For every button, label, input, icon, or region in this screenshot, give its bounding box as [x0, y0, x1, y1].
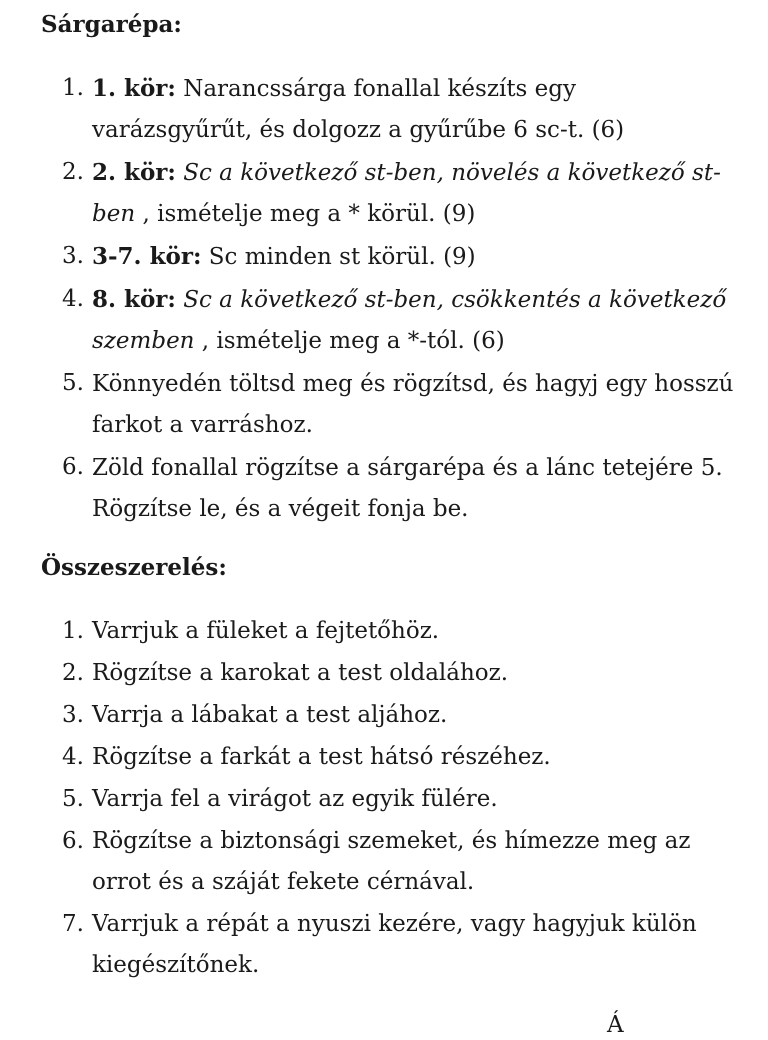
list-number: 7. — [62, 911, 84, 937]
list-item — [0, 904, 768, 986]
instruction-text: Varrjuk a füleket a fejtetőhöz. — [92, 618, 440, 644]
list-item — [0, 279, 768, 362]
instruction-text: , ismételje meg a * körül. (9) — [135, 201, 476, 227]
list-number: 2. — [62, 660, 84, 686]
list-number: 6. — [62, 828, 84, 854]
round-label: 8. kör: — [92, 286, 176, 313]
list-number: 2. — [62, 159, 84, 185]
round-label: 1. kör: — [92, 75, 176, 102]
instruction-text: Narancssárga fonallal készíts egy varázsgyűrűt, és dolgozz a gyűrűbe 6 sc-t. (6) — [92, 76, 625, 143]
list-item — [0, 363, 768, 446]
list-item — [0, 653, 768, 694]
carrot-heading: Sárgarépa: — [41, 11, 182, 38]
list-item — [0, 447, 768, 530]
instruction-text: Könnyedén töltsd meg és rögzítsd, és hagyj egy hosszú farkot a varráshoz. — [92, 371, 734, 438]
list-item — [0, 695, 768, 736]
list-number: 1. — [62, 75, 84, 101]
list-number: 4. — [62, 744, 84, 770]
instruction-text: Sc minden st körül. (9) — [201, 244, 476, 270]
list-item — [0, 152, 768, 235]
instruction-text: Rögzítse a karokat a test oldalához. — [92, 660, 509, 686]
assembly-steps-list — [0, 611, 768, 987]
list-number: 6. — [62, 454, 84, 480]
list-number: 5. — [62, 786, 84, 812]
list-item — [0, 737, 768, 778]
instruction-text: Varrjuk a répát a nyuszi kezére, vagy hagyjuk külön kiegészítőnek. — [92, 911, 697, 978]
italic-instruction: Sc a következő st-ben, növelés a következő st-ben — [92, 160, 721, 227]
list-item — [0, 821, 768, 903]
list-item — [0, 236, 768, 278]
list-number: 4. — [62, 286, 84, 312]
instruction-text: Varrja a lábakat a test aljához. — [92, 702, 448, 728]
list-item — [0, 611, 768, 652]
round-label: 2. kör: — [92, 159, 176, 186]
footer-text-fragment: Á — [607, 1012, 624, 1038]
carrot-steps-list — [0, 68, 768, 531]
instruction-text: Rögzítse a farkát a test hátsó részéhez. — [92, 744, 551, 770]
instruction-text: Varrja fel a virágot az egyik fülére. — [92, 786, 498, 812]
list-number: 3. — [62, 702, 84, 728]
instruction-text: Zöld fonallal rögzítse a sárgarépa és a lánc tetejére 5. Rögzítse le, és a végeit fonja be. — [92, 455, 723, 522]
instruction-text: , ismételje meg a *-tól. (6) — [194, 328, 505, 354]
instruction-text: Rögzítse a biztonsági szemeket, és hímezze meg az orrot és a száját fekete cérnával. — [92, 828, 691, 895]
list-number: 5. — [62, 370, 84, 396]
round-label: 3-7. kör: — [92, 243, 202, 270]
italic-instruction: Sc a következő st-ben, csökkentés a következő szemben — [92, 287, 727, 354]
list-item — [0, 779, 768, 820]
list-item — [0, 68, 768, 151]
list-number: 1. — [62, 618, 84, 644]
assembly-heading: Összeszerelés: — [41, 554, 227, 581]
list-number: 3. — [62, 243, 84, 269]
